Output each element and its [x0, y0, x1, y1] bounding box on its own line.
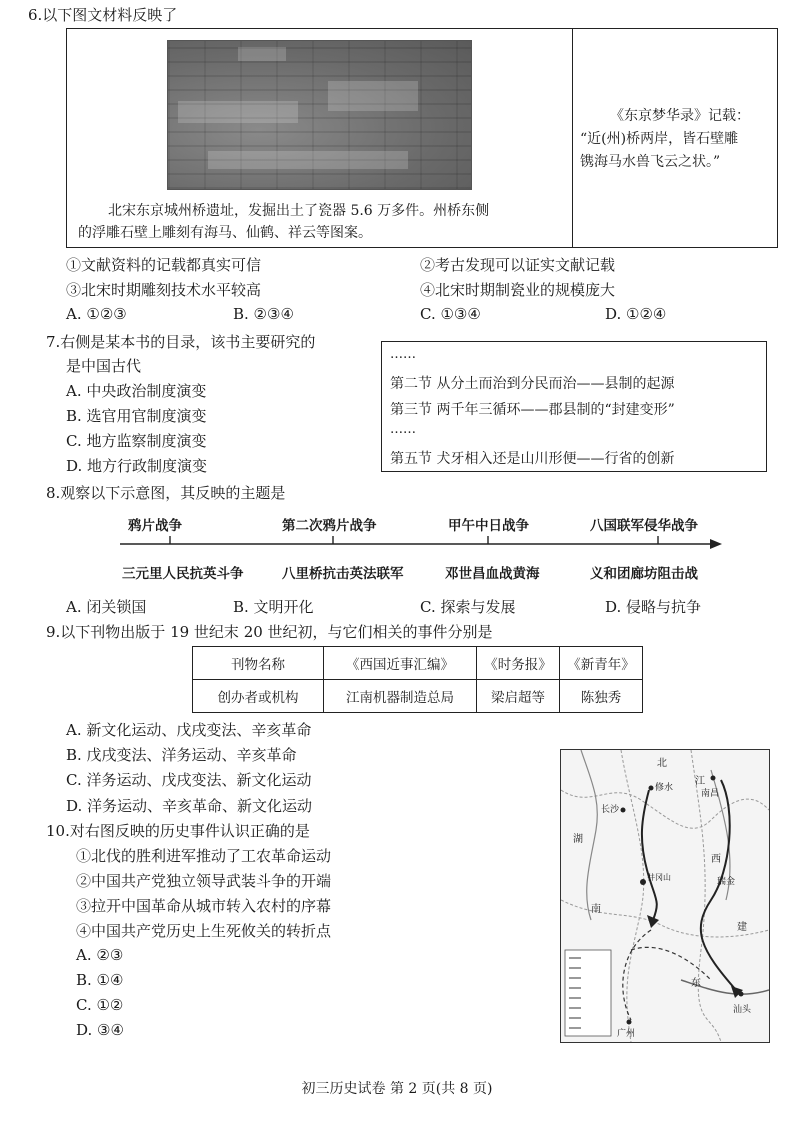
- q6-option-c[interactable]: C. ①③④: [420, 305, 481, 323]
- map-label-nan: 南: [591, 904, 601, 915]
- q6-option-a[interactable]: A. ①②③: [66, 305, 127, 323]
- timeline-war-2: 第二次鸦片战争: [282, 518, 377, 534]
- map-label-north: 北: [657, 758, 667, 769]
- table-row: [193, 680, 643, 713]
- table-cell: 梁启超等: [477, 680, 560, 713]
- q7-title-line1: 7.右侧是某本书的目录，该书主要研究的: [46, 333, 316, 351]
- timeline-resist-1: 三元里人民抗英斗争: [122, 566, 244, 582]
- map-label-jiang: 江: [695, 776, 705, 787]
- q9-option-c[interactable]: C. 洋务运动、戊戌变法、新文化运动: [66, 771, 312, 789]
- timeline-resist-3: 邓世昌血战黄海: [445, 566, 540, 582]
- route-map: [560, 749, 770, 1043]
- relief-photo: [167, 40, 472, 190]
- timeline-war-3: 甲午中日战争: [448, 518, 529, 534]
- toc-line-3: 第五节 犬牙相入还是山川形便——行省的创新: [390, 451, 675, 467]
- q6-quote-line2: “近(州)桥两岸，皆石壁雕: [580, 131, 739, 147]
- q6-quote-line3: 镌海马水兽飞云之状。”: [580, 154, 721, 170]
- q6-divider: [572, 28, 573, 248]
- q9-title: 9.以下刊物出版于 19 世纪末 20 世纪初，与它们相关的事件分别是: [46, 623, 493, 641]
- map-label-hu: 湖: [573, 834, 583, 845]
- q10-statement-2: ②中国共产党独立领导武装斗争的开端: [76, 872, 332, 890]
- q8-option-c[interactable]: C. 探索与发展: [420, 598, 516, 616]
- q6-quote-line1: 《东京梦华录》记载：: [610, 108, 750, 124]
- periodical-table: [192, 646, 643, 713]
- q9-option-d[interactable]: D. 洋务运动、辛亥革命、新文化运动: [66, 797, 313, 815]
- table-header-cell: 《新青年》: [560, 647, 643, 680]
- map-label-dong: 东: [691, 978, 701, 989]
- q7-option-b[interactable]: B. 选官用官制度演变: [66, 407, 207, 425]
- q10-statement-3: ③拉开中国革命从城市转入农村的序幕: [76, 897, 332, 915]
- timeline-resist-4: 义和团廊坊阻击战: [590, 566, 698, 582]
- map-label-jian: 建: [737, 922, 747, 933]
- q9-option-b[interactable]: B. 戊戌变法、洋务运动、辛亥革命: [66, 746, 297, 764]
- q6-title: 6.以下图文材料反映了: [28, 6, 178, 24]
- table-row: [193, 647, 643, 680]
- table-header-cell: 《时务报》: [477, 647, 560, 680]
- q6-caption-line2: 的浮雕石壁上雕刻有海马、仙鹤、祥云等图案。: [78, 225, 372, 241]
- q7-option-c[interactable]: C. 地方监察制度演变: [66, 432, 207, 450]
- q7-option-a[interactable]: A. 中央政治制度演变: [66, 382, 207, 400]
- timeline-war-1: 鸦片战争: [128, 518, 182, 534]
- page-footer: 初三历史试卷 第 2 页(共 8 页): [301, 1081, 493, 1097]
- table-header-cell: 刊物名称: [193, 647, 324, 680]
- timeline-axis: [118, 536, 724, 552]
- q8-option-b[interactable]: B. 文明开化: [233, 598, 314, 616]
- toc-line-2: 第三节 两千年三循环——郡县制的“封建变形”: [390, 402, 675, 418]
- map-label-xiushui: 修水: [655, 783, 674, 793]
- table-cell: 陈独秀: [560, 680, 643, 713]
- toc-ellipsis-1: ……: [390, 347, 416, 362]
- q6-option-d[interactable]: D. ①②④: [605, 305, 667, 323]
- toc-ellipsis-2: ……: [390, 422, 416, 437]
- q6-statement-3: ③北宋时期雕刻技术水平较高: [66, 281, 262, 299]
- table-cell: 创办者或机构: [193, 680, 324, 713]
- table-cell: 江南机器制造总局: [324, 680, 477, 713]
- q8-option-a[interactable]: A. 闭关锁国: [66, 598, 147, 616]
- toc-line-1: 第二节 从分土而治到分民而治——县制的起源: [390, 376, 675, 392]
- q9-option-a[interactable]: A. 新文化运动、戊戌变法、辛亥革命: [66, 721, 312, 739]
- q8-title: 8.观察以下示意图，其反映的主题是: [46, 484, 286, 502]
- q10-option-d[interactable]: D. ③④: [76, 1021, 124, 1039]
- map-label-changsha: 长沙: [601, 805, 620, 815]
- q6-option-b[interactable]: B. ②③④: [233, 305, 294, 323]
- route-map-drawing: [561, 750, 769, 1042]
- q10-statement-1: ①北伐的胜利进军推动了工农革命运动: [76, 847, 332, 865]
- map-label-guangzhou: 广州: [617, 1029, 636, 1039]
- table-header-cell: 《西国近事汇编》: [324, 647, 477, 680]
- q10-title: 10.对右图反映的历史事件认识正确的是: [46, 822, 310, 840]
- q10-option-b[interactable]: B. ①④: [76, 971, 124, 989]
- map-label-shantou: 汕头: [733, 1005, 752, 1015]
- q6-caption-line1: 北宋东京城州桥遗址，发掘出土了瓷器 5.6 万多件。州桥东侧: [108, 203, 490, 219]
- q7-option-d[interactable]: D. 地方行政制度演变: [66, 457, 208, 475]
- q6-statement-4: ④北宋时期制瓷业的规模庞大: [420, 281, 616, 299]
- map-label-jinggangshan: 井冈山: [647, 873, 671, 882]
- q7-title-line2: 是中国古代: [66, 357, 142, 375]
- q10-statement-4: ④中国共产党历史上生死攸关的转折点: [76, 922, 332, 940]
- q10-option-a[interactable]: A. ②③: [76, 946, 124, 964]
- q8-option-d[interactable]: D. 侵略与抗争: [605, 598, 702, 616]
- map-label-xi: 西: [711, 854, 721, 865]
- q6-statement-2: ②考古发现可以证实文献记载: [420, 256, 616, 274]
- q6-statement-1: ①文献资料的记载都真实可信: [66, 256, 262, 274]
- map-label-ruijin: 瑞金: [717, 877, 736, 887]
- map-label-nanchang: 南昌: [701, 789, 720, 799]
- timeline-war-4: 八国联军侵华战争: [590, 518, 698, 534]
- timeline-resist-2: 八里桥抗击英法联军: [282, 566, 404, 582]
- q10-option-c[interactable]: C. ①②: [76, 996, 124, 1014]
